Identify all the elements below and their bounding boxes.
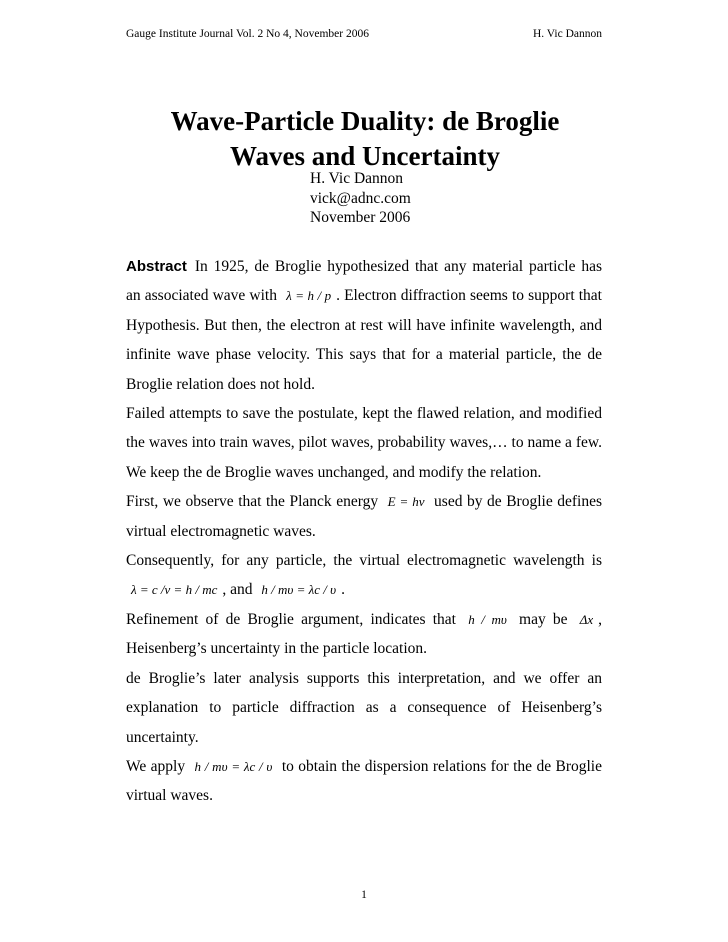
abstract-paragraph-6: de Broglie’s later analysis supports this interpretation, and we offer an explanation to particle diffraction as a consequence of Heisenberg’s uncertainty. [126,669,602,746]
math-wavelength-ratio: h / mυ = λc / υ [261,582,337,598]
paper-title [110,104,620,174]
abstract-paragraph-4: Consequently, for any particle, the virtual electromagnetic wavelength is λ = c /ν = h / mc , and h / mυ = λc / υ . [126,552,602,599]
header-author: H. Vic Dannon [532,28,602,40]
abstract-paragraph-1: Abstract In 1925, de Broglie hypothesized that any material particle has an associated wave with λ = h / p . Electron diffraction seems to support that Hypothesis. But then, the electron at rest will have infinite wavelength, and infinite wave phase velocity. This says that for a material particle, the de Broglie relation does not hold. [126,258,602,393]
author-email: vick@adnc.com [310,189,411,207]
math-em-wavelength: λ = c /ν = h / mc [131,582,218,598]
math-delta-x: Δx [579,611,594,627]
abstract-body [126,252,602,811]
math-planck-energy: E = hν [387,494,425,510]
abstract-paragraph-2: Failed attempts to save the postulate, kept the flawed relation, and modified the waves into train waves, pilot waves, probability waves,… to name a few. We keep the de Broglie waves unchanged, and modify the relation. [126,405,602,481]
paper-date: November 2006 [310,209,411,226]
abstract-paragraph-5: Refinement of de Broglie argument, indicates that h / mυ may be Δx , Heisenberg’s uncertainty in the particle location. [126,610,603,658]
page-number: 1 [361,889,367,901]
abstract-paragraph-7: We apply h / mυ = λc / υ to obtain the dispersion relations for the de Broglie virtual waves. [126,757,602,805]
title-line-2: Waves and Uncertainty [230,141,500,171]
abstract-label: Abstract [126,258,187,275]
journal-citation: Gauge Institute Journal Vol. 2 No 4, November 2006 [126,28,369,40]
author-block [310,169,411,228]
title-line-1: Wave-Particle Duality: de Broglie [170,106,560,136]
math-h-over-mv: h / mυ [468,611,507,627]
math-de-broglie-relation: λ = h / p [286,288,332,304]
abstract-paragraph-3: First, we observe that the Planck energy E = hν used by de Broglie defines virtual electromagnetic waves. [126,493,603,540]
math-dispersion-relation: h / mυ = λc / υ [194,758,273,774]
author-name: H. Vic Dannon [310,170,404,187]
